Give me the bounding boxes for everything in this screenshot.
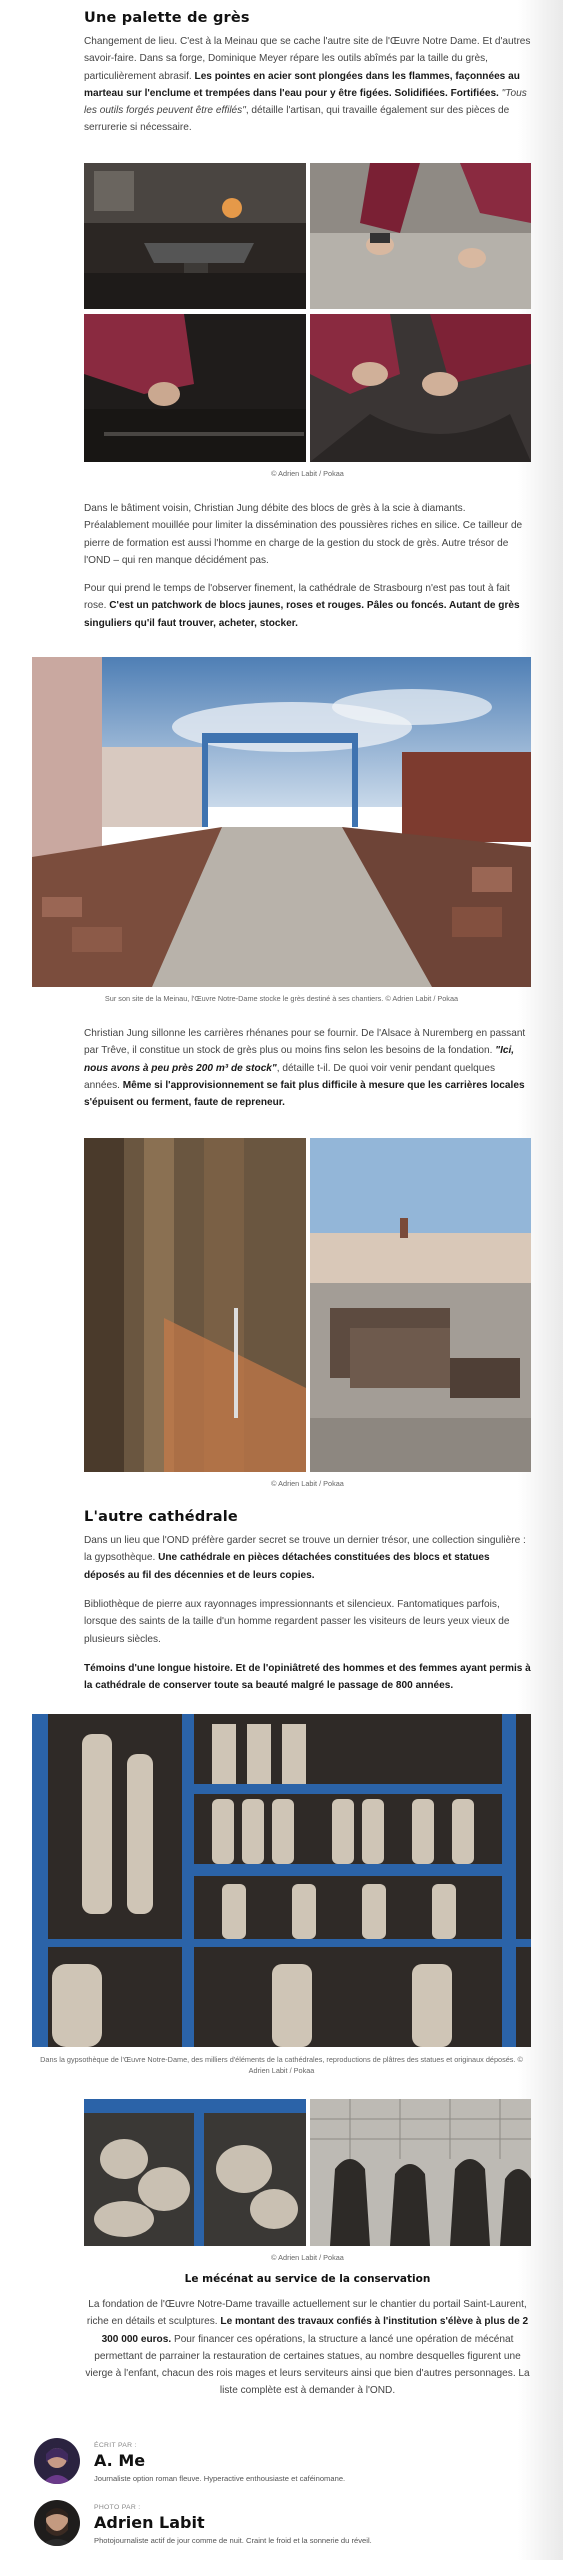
photographer-role-label: PHOTO PAR :: [94, 2504, 141, 2511]
text-run: Dans un lieu que l'OND préfère garder secret se trouve un dernier trésor, une collection singulière : la gypsothèque.: [84, 1535, 526, 1564]
text-run: , détaille t-il. De quoi voir venir pendant quelques années.: [84, 1062, 495, 1091]
text-run: La fondation de l'Œuvre Notre-Dame travaille actuellement sur le chantier du portail Saint-Laurent, riche en détails et sculptures.: [86, 2299, 527, 2328]
photo-statue-fragments: [84, 2099, 306, 2246]
text-run: Pour financer ces opérations, la structure a lancé une opération de mécénat permettant de parrainer la restauration de certaines statues, au nombre desquelles figurent une vierge à l'enfant, chacun des rois mages et leurs serviteurs ainsi que bien d'autres personnages. La liste complète est à demander à l'OND.: [85, 2333, 530, 2397]
caption-gypsotheque: Dans la gypsothèque de l'Œuvre Notre-Dame, des milliers d'éléments de la cathédrales, reproductions de plâtres des statues et originaux déposés. © Adrien Labit / Pokaa: [40, 2055, 523, 2075]
photo-gypsotheque-shelves: [32, 1714, 531, 2047]
author-role-label: ÉCRIT PAR :: [94, 2442, 137, 2449]
text-run: Les pointes en acier sont plongées dans les flammes, façonnées au marteau sur l'enclume et trempées dans l'eau pour y être figées. Solidifiées. Fortifiées.: [84, 70, 520, 99]
text-run: Christian Jung sillonne les carrières rhénanes pour se fournir. De l'Alsace à Nuremberg en passant par Trêve, il constitue un stock de grès plus ou moins fins selon les besoins de la fondation.: [84, 1028, 526, 1057]
text-run: Même si l'approvisionnement se fait plus difficile à mesure que les carrières locales s'épuisent ou ferment, faute de repreneur.: [84, 1079, 525, 1109]
paragraph-witnesses: [84, 1660, 531, 1695]
paragraph-patchwork: [84, 580, 531, 632]
photo-forge-anvil: [84, 163, 306, 309]
text-run: , détaille l'artisan, qui travaille également sur des pièces de serrurerie si nécessaire.: [84, 105, 510, 134]
author-name-link[interactable]: A. Me: [94, 2451, 146, 2470]
author-bio: Journaliste option roman fleuve. Hyperactive enthousiaste et caféinomane.: [94, 2474, 346, 2483]
author-photographer: [34, 2500, 514, 2554]
section-heading-autre-cathedrale: L'autre cathédrale: [84, 1509, 238, 1525]
paragraph-quarries: [84, 1025, 531, 1111]
photo-diamond-saw: [84, 1138, 306, 1472]
caption-statue-pair: © Adrien Labit / Pokaa: [271, 2253, 344, 2262]
text-run: Le montant des travaux confiés à l'institution s'élève à plus de 2 300 000 euros.: [101, 2316, 529, 2345]
paragraph-saw: Dans le bâtiment voisin, Christian Jung débite des blocs de grès à la scie à diamants. Préalablement mouillée pour limiter la dissémination des poussières riches en silice. Ce tailleur de pierre de formation est aussi l'homme en charge de la gestion du stock de grès. Autre trésor de l'OND – qui ren manque décidément pas.: [84, 503, 523, 566]
paragraph-gypsotheque: [84, 1532, 531, 1584]
paragraph-library: Bibliothèque de pierre aux rayonnages impressionnants et silencieux. Fantomatiques parfois, lorsque des saints de la taille d'un homme regardent passer les visiteurs de leurs yeux vieux de plusieurs siècles.: [84, 1599, 510, 1645]
subheading-mecenat: Le mécénat au service de la conservation: [184, 2273, 431, 2285]
text-run: C'est un patchwork de blocs jaunes, roses et rouges. Pâles ou foncés. Autant de grès singuliers qu'il faut trouver, acheter, stocker.: [84, 600, 520, 629]
text-run: "Tous les outils forgés peuvent être effilés": [84, 87, 527, 117]
photo-stone-yard: [32, 657, 531, 987]
photo-forge-hammer: [310, 163, 531, 309]
photo-stone-stock: [310, 1138, 531, 1472]
photo-forge-steel: [310, 314, 531, 462]
text-run: Une cathédrale en pièces détachées constituées des blocs et statues déposés au fil des décennies et de leurs copies.: [84, 1552, 490, 1581]
paragraph-mecenat: [84, 2296, 531, 2400]
photographer-bio: Photojournaliste actif de jour comme de nuit. Craint le froid et la sonnerie du réveil.: [94, 2536, 372, 2545]
text-run: Changement de lieu. C'est à la Meinau que se cache l'autre site de l'Œuvre Notre Dame. Et d'autres savoir-faire. Dans sa forge, Dominique Meyer répare les outils abîmés par la taille du grès, particulièrement abrasif.: [84, 36, 531, 82]
text-run: Témoins d'une longue histoire. Et de l'opiniâtreté des hommes et des femmes ayant permis à la cathédrale de conserver toute sa beauté malgré le passage de 800 années.: [84, 1663, 531, 1692]
caption-forge-photos: © Adrien Labit / Pokaa: [271, 469, 344, 478]
paragraph-forge: [84, 33, 531, 137]
avatar-writer[interactable]: [34, 2438, 80, 2484]
caption-saw-stock: © Adrien Labit / Pokaa: [271, 1479, 344, 1488]
photo-forge-tongs: [84, 314, 306, 462]
section-heading-palette: Une palette de grès: [84, 10, 250, 26]
text-run: "Ici, nous avons à peu près 200 m³ de stock": [84, 1045, 515, 1074]
avatar-photographer[interactable]: [34, 2500, 80, 2546]
caption-stone-yard: Sur son site de la Meinau, l'Œuvre Notre-Dame stocke le grès destiné à ses chantiers. © Adrien Labit / Pokaa: [104, 994, 459, 1003]
photographer-name-link[interactable]: Adrien Labit: [94, 2513, 205, 2532]
text-run: Pour qui prend le temps de l'observer finement, la cathédrale de Strasbourg n'est pas tout à fait rose.: [84, 583, 510, 612]
photo-statue-silhouettes: [310, 2099, 531, 2246]
author-writer: [34, 2438, 514, 2492]
